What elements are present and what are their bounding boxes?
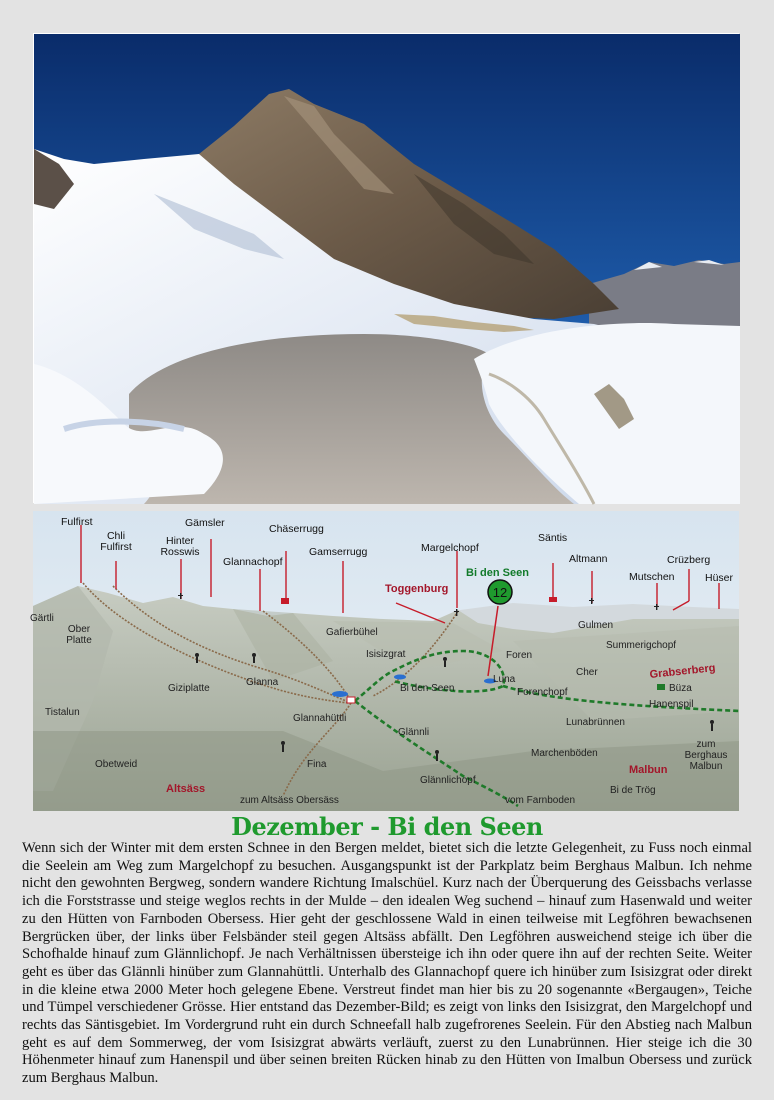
place-bi-de-troeg: Bi de Trög [610, 785, 656, 796]
label-gaemsler: Gämsler [185, 517, 225, 529]
label-cruezberg: Crüzberg [667, 554, 711, 566]
region-grabserberg: Grabserberg [649, 662, 716, 681]
region-bi-den-seen-highlight: Bi den Seen [466, 567, 529, 579]
mountain-lake-photo [33, 33, 739, 503]
label-mutschen: Mutschen [629, 571, 675, 583]
route-number-marker [488, 580, 512, 604]
place-zum-berghaus-malbun: zum Berghaus Malbun [684, 739, 728, 772]
place-glaennli: Glännli [398, 727, 430, 738]
label-altmann: Altmann [569, 553, 608, 565]
place-tistalun: Tistalun [45, 707, 80, 718]
label-hueser: Hüser [705, 572, 734, 584]
label-chaeserrugg: Chäserrugg [269, 523, 324, 535]
place-glaennlichopf: Glännlichopf [420, 775, 476, 786]
place-gafierbuehel: Gafierbühel [326, 627, 378, 638]
place-isisizgrat: Isisizgrat [366, 649, 406, 660]
label-margelchopf: Margelchopf [421, 542, 479, 554]
region-toggenburg: Toggenburg [385, 583, 449, 595]
photo-illustration [34, 34, 740, 504]
place-vom-farnboden: vom Farnboden [505, 795, 576, 806]
label-hinter-rosswis: Hinter Rosswis [160, 535, 200, 558]
label-saentis: Säntis [538, 532, 568, 544]
label-fulfirst: Fulfirst [61, 516, 93, 528]
place-cher: Cher [576, 667, 598, 678]
place-lunabruennen: Lunabrünnen [566, 717, 625, 728]
place-bueza: Büza [669, 683, 692, 694]
place-zum-altsaess-obersaess: zum Altsäss Obersäss [240, 795, 339, 806]
label-chli-fulfirst: Chli Fulfirst [100, 530, 132, 553]
place-glanna: Glanna [246, 677, 279, 688]
place-ober-platte: Ober Platte [66, 624, 92, 646]
place-luna: Luna [493, 674, 516, 685]
region-altsaess: Altsäss [166, 783, 206, 795]
place-hanenspil: Hanenspil [649, 699, 694, 710]
place-foren: Foren [506, 650, 533, 661]
place-bi-den-seen: Bi den Seen [400, 683, 455, 694]
place-forenchopf: Forenchopf [517, 687, 568, 698]
label-gamserrugg: Gamserrugg [309, 546, 368, 558]
page-title: Dezember - Bi den Seen [231, 812, 543, 841]
body-text: Wenn sich der Winter mit dem ersten Schnee in den Bergen meldet, bietet sich die letzte Gelegenheit, zu Fuss noch einmal die Seelein am Weg zum Margelchopf zu besuchen. Ausgangspunkt ist der Parkplatz beim Berghaus Malbun. Ich nehme nicht den gewohnten Bergweg, sondern wandere Richtung Imalschüel. Kurz nach der Überquerung des Geissbachs verlasse ich die Forststrasse und steige weglos rechts in der Mulde – den idealen Weg suchend – hinauf zum Hasenwald und weiter zu den Hütten von Farnboden Obersess. Hier geht der geschlossene Wald in einen teilweise mit Legföhren bewachsenen Bergrücken über, der links über Felsbänder steil gegen Altsäss abfällt. Den Legföhren ausweichend steige ich über die Schofhalde hinauf zum Glännlichopf. Je nach Verhältnissen übersteige ich ihn oder quere ihn auf der rechten Seite. Weiter geht es über das Glännli hinüber zum Glannahüttli. Unterhalb des Glannachopf quere ich hinüber zum Isisizgrat oder direkt in die kleine etwa 2000 Meter hoch gelegene Ebene. Verstreut findet man hier bis zu 20 sogenannte «Bergaugen», Teiche und Tümpel verschiedener Grösse. Hier entstand das Dezember-Bild; es zeigt von links den Isisizgrat, den Margelchopf und rechts das Säntisgebiet. Im Vordergrund ruht ein durch Schneefall halb zugefrorenes Seelein. Für den Abstieg nach Malbun geht es auf dem Sommerweg, der vom Isisizgrat abwärts verläuft, zuerst zu den Lunabrünnen. Hier steige ich die 30 Höhenmeter hinauf zum Hanenspil und über seinen breiten Rücken hinab zu den Hütten von Imalbun Obersess und zurück zum Berghaus Malbun. [22, 840, 752, 1087]
panorama-svg [30, 511, 739, 811]
place-fina: Fina [307, 759, 327, 770]
place-giziplatte: Giziplatte [168, 683, 210, 694]
place-gaertli: Gärtli [30, 613, 54, 624]
route-number-label: 12 [492, 585, 508, 600]
place-glannahuettli: Glannahüttli [293, 713, 347, 724]
place-gulmen: Gulmen [578, 620, 614, 631]
place-obetweid: Obetweid [95, 759, 138, 770]
label-glannachopf: Glannachopf [223, 556, 283, 568]
panorama-map [30, 511, 739, 811]
place-summerigchopf: Summerigchopf [606, 640, 677, 651]
region-malbun: Malbun [629, 764, 668, 776]
place-marchenboeden: Marchenböden [531, 748, 598, 759]
